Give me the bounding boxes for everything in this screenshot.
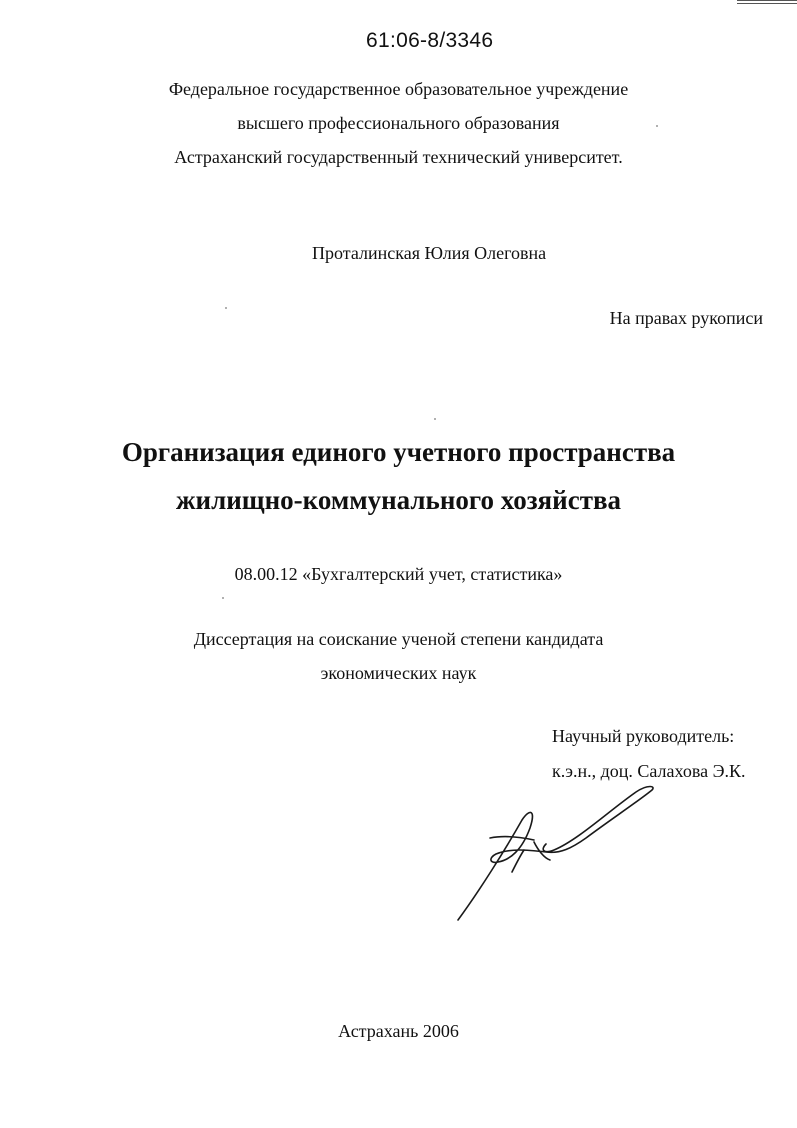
supervisor-name: к.э.н., доц. Салахова Э.К. — [552, 761, 746, 781]
supervisor-label: Научный руководитель: — [552, 726, 735, 746]
scan-speck — [222, 597, 224, 599]
dissertation-title-line-2: жилищно-коммунального хозяйства — [175, 485, 622, 515]
institution-line-1: Федеральное государственное образовательное учреждение — [168, 79, 629, 99]
dissertation-title-line-1: Организация единого учетного пространства — [121, 437, 676, 467]
scan-speck — [434, 418, 436, 420]
city-year: Астрахань 2006 — [338, 1021, 459, 1041]
author-name: Проталинская Юлия Олеговна — [312, 243, 547, 263]
specialty-code: 08.00.12 «Бухгалтерский учет, статистика» — [234, 564, 563, 584]
degree-line-1: Диссертация на соискание ученой степени кандидата — [193, 629, 604, 649]
manuscript-note: На правах рукописи — [609, 308, 763, 328]
institution-line-2: высшего профессионального образования — [237, 113, 560, 133]
corner-mark — [737, 0, 797, 4]
institution-line-3: Астраханский государственный технический университет. — [174, 147, 623, 167]
document-code: 61:06-8/3346 — [366, 29, 494, 52]
degree-line-2: экономических наук — [320, 663, 477, 683]
scan-speck — [656, 125, 658, 127]
handwritten-signature — [450, 780, 660, 925]
scan-speck — [225, 307, 227, 309]
